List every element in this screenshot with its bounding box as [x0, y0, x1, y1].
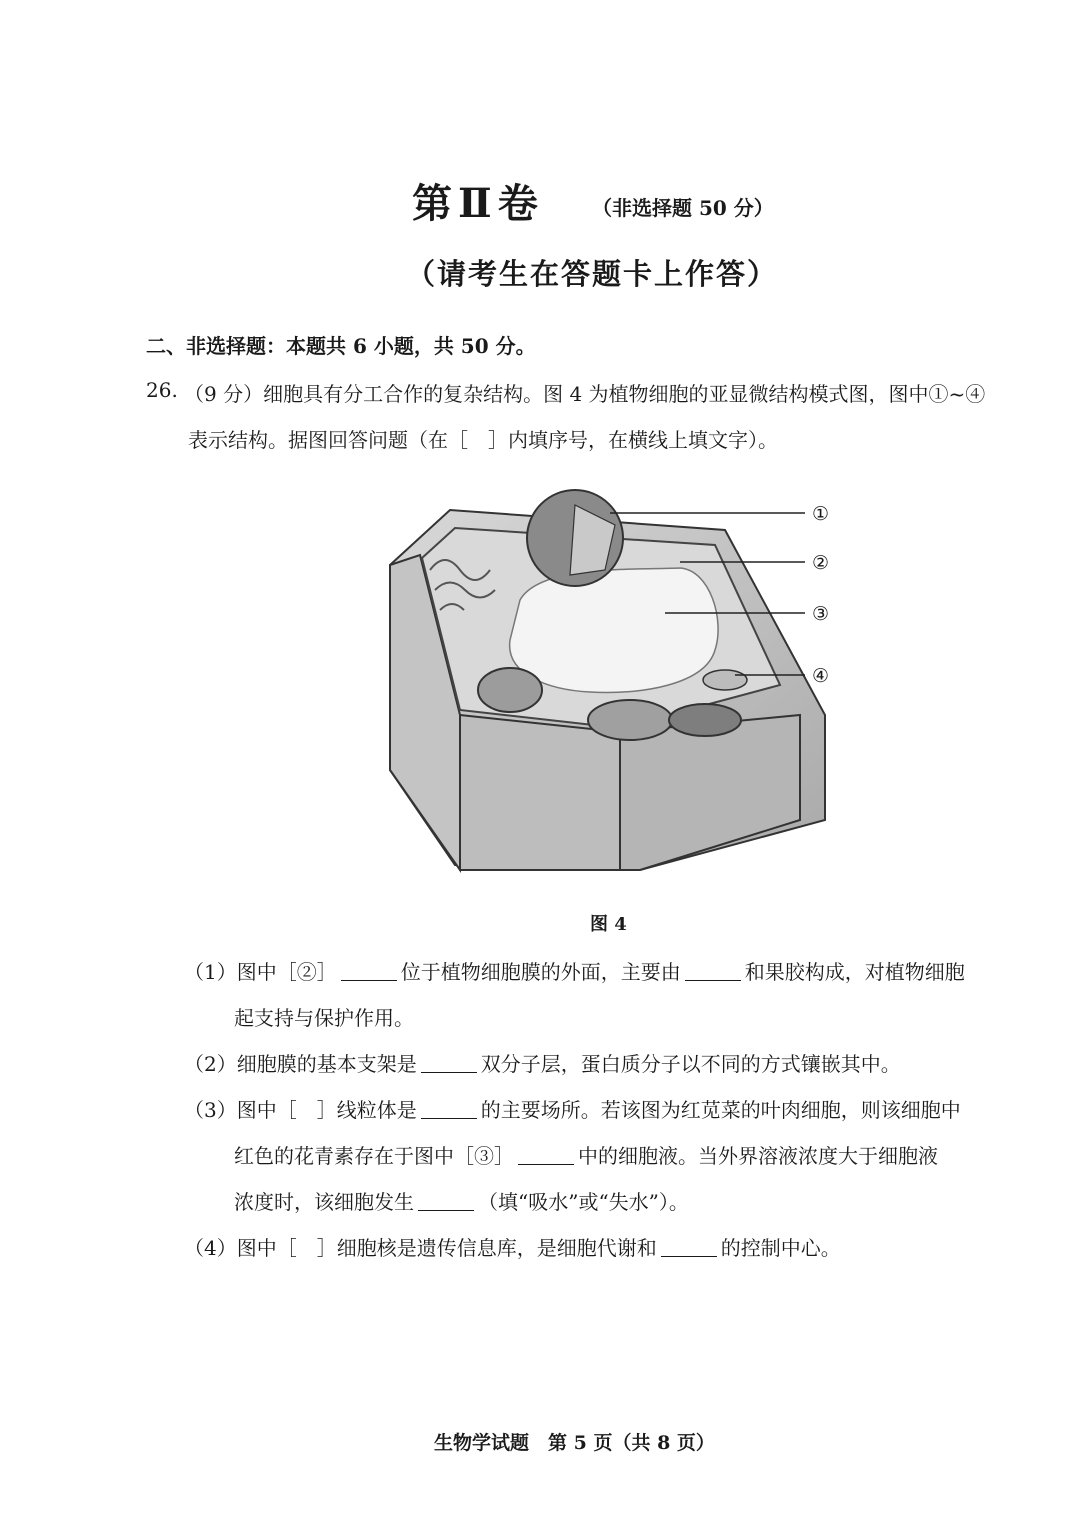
sq4-text-a: 的控制中心。: [720, 1236, 841, 1260]
subquestion-1-line2: 起支持与保护作用。: [234, 1006, 414, 1030]
organelle-dark: [669, 704, 741, 736]
question-stem-line2: 表示结构。据图回答问题（在［ ］内填序号，在横线上填文字）。: [188, 428, 778, 452]
subquestion-3-line3: [234, 1186, 689, 1215]
subquestion-1-line1: [184, 956, 965, 985]
answer-blank[interactable]: [421, 1054, 477, 1073]
subquestion-4: [184, 1232, 841, 1261]
sq3-line3-b: （填“吸水”或“失水”）。: [478, 1190, 689, 1214]
sq4-prefix: （4）图中［ ］细胞核是遗传信息库，是细胞代谢和: [184, 1236, 657, 1260]
vacuole: [510, 568, 718, 693]
volume-score-note: （非选择题 50 分）: [592, 196, 774, 220]
sq1-prefix: （1）图中［②］: [184, 960, 337, 984]
answer-blank[interactable]: [418, 1192, 474, 1211]
sq1-text-a: 位于植物细胞膜的外面，主要由: [400, 960, 681, 984]
answer-blank[interactable]: [421, 1100, 477, 1119]
front-wall-left: [460, 715, 620, 870]
sq1-text-b: 和果胶构成，对植物细胞: [744, 960, 965, 984]
answer-blank[interactable]: [341, 962, 397, 981]
figure-caption: 图 4: [590, 914, 627, 935]
answer-instruction: （请考生在答题卡上作答）: [406, 257, 779, 291]
label-1: ①: [812, 503, 830, 525]
subquestion-3-line2: [234, 1140, 938, 1169]
answer-blank[interactable]: [685, 962, 741, 981]
sq3-line2-b: 中的细胞液。当外界溶液浓度大于细胞液: [578, 1144, 938, 1168]
sq2-prefix: （2）细胞膜的基本支架是: [184, 1052, 417, 1076]
mitochondrion: [703, 670, 747, 690]
sq2-text-a: 双分子层，蛋白质分子以不同的方式镶嵌其中。: [480, 1052, 901, 1076]
volume-title: 第Ⅱ卷: [412, 180, 544, 227]
label-4: ④: [812, 665, 830, 687]
sq3-prefix: （3）图中［ ］线粒体是: [184, 1098, 417, 1122]
subquestion-2: [184, 1048, 901, 1077]
answer-blank[interactable]: [518, 1146, 574, 1165]
label-3: ③: [812, 603, 830, 625]
label-2: ②: [812, 552, 830, 574]
answer-blank[interactable]: [661, 1238, 717, 1257]
chloroplast-1: [478, 668, 542, 712]
plant-cell-diagram: [380, 470, 840, 890]
section-heading: 二、非选择题：本题共 6 小题，共 50 分。: [146, 334, 536, 358]
sq3-text-a: 的主要场所。若该图为红苋菜的叶肉细胞，则该细胞中: [480, 1098, 961, 1122]
sq3-line3-a: 浓度时，该细胞发生: [234, 1190, 414, 1214]
question-stem-line1: （9 分）细胞具有分工合作的复杂结构。图 4 为植物细胞的亚显微结构模式图，图中①~④: [184, 382, 986, 406]
sq3-line2-a: 红色的花青素存在于图中［③］: [234, 1144, 514, 1168]
question-number: 26.: [146, 378, 178, 402]
chloroplast-2: [588, 700, 672, 740]
page-footer: 生物学试题 第 5 页（共 8 页）: [434, 1432, 715, 1454]
subquestion-3-line1: [184, 1094, 961, 1123]
